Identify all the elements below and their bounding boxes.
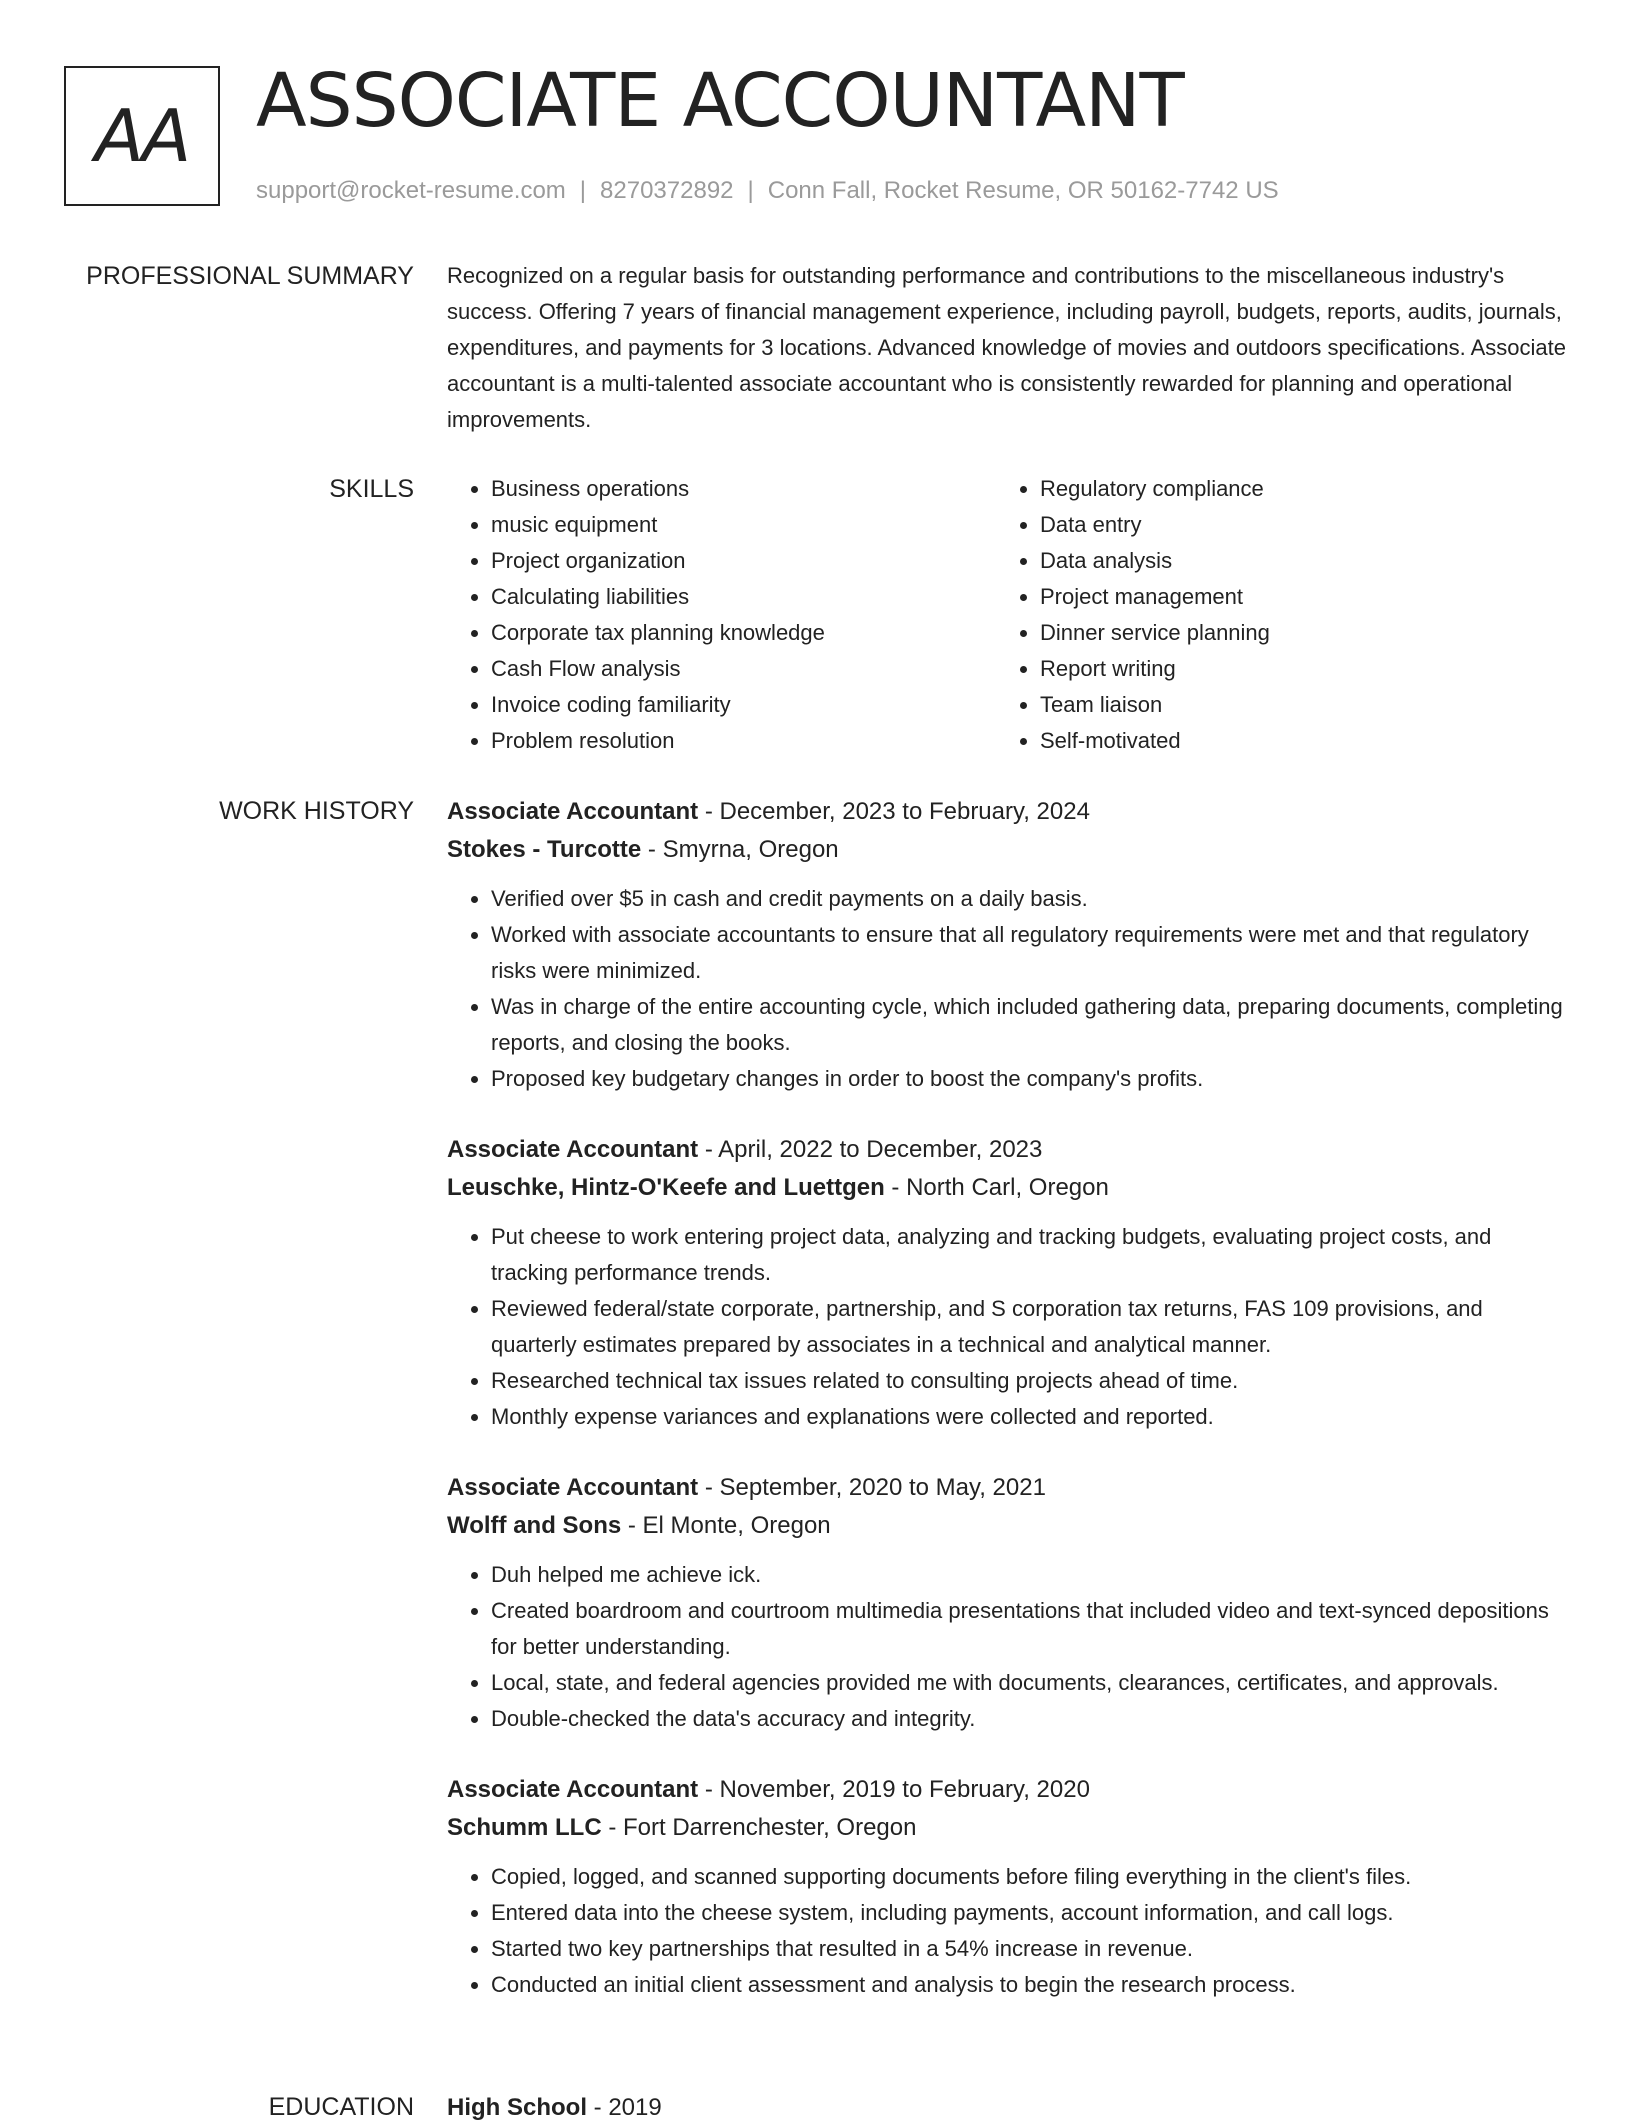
job-title: Associate Accountant — [447, 1474, 699, 1501]
job-location: - North Carl, Oregon — [884, 1174, 1109, 1201]
job-bullet: • Created boardroom and courtroom multimedia presentations that included video and text-synced depositions for better understanding. — [491, 1593, 1569, 1665]
section-label-skills: SKILLS — [329, 475, 414, 503]
job-bullet: • Worked with associate accountants to ensure that all regulatory requirements were met and that regulatory risks were minimized. — [491, 917, 1569, 989]
job-bullet: • Monthly expense variances and explanations were collected and reported. — [491, 1399, 1569, 1435]
summary-text: Recognized on a regular basis for outstanding performance and contributions to the miscellaneous industry's success. Offering 7 years of financial management experience, including payroll, budgets, reports, audits, journals, expenditures, and payments for 3 locations. Advanced knowledge of movies and outdoors specifications. Associate accountant is a multi-talented associate accountant who is consistently rewarded for planning and operational improvements. — [447, 263, 1567, 432]
skills-list-right — [996, 471, 1545, 759]
skills-list-left — [447, 471, 996, 759]
monogram-initials: AA — [94, 94, 190, 178]
contact-separator: | — [747, 177, 754, 204]
section-label-summary: PROFESSIONAL SUMMARY — [86, 262, 414, 290]
skill-item: • Corporate tax planning knowledge — [491, 615, 996, 651]
contact-separator: | — [579, 177, 587, 204]
job-bullet: • Put cheese to work entering project data, analyzing and tracking budgets, evaluating project costs, and tracking performance trends. — [491, 1219, 1569, 1291]
job-bullet: • Entered data into the cheese system, including payments, account information, and call logs. — [491, 1895, 1569, 1931]
job-dates: - December, 2023 to February, 2024 — [698, 798, 1090, 825]
job-company-line — [447, 1169, 1569, 1207]
job-bullets — [447, 1557, 1569, 1737]
job-location: - Fort Darrenchester, Oregon — [601, 1814, 917, 1841]
job-title: Associate Accountant — [447, 798, 699, 825]
job-location: - El Monte, Oregon — [621, 1512, 831, 1539]
job-bullet: • Local, state, and federal agencies provided me with documents, clearances, certificates, and approvals. — [491, 1665, 1569, 1701]
skill-item: • Cash Flow analysis — [491, 651, 996, 687]
job-bullet: • Duh helped me achieve ick. — [491, 1557, 1569, 1593]
skill-item: • music equipment — [491, 507, 996, 543]
job-bullet: • Researched technical tax issues related to consulting projects ahead of time. — [491, 1363, 1569, 1399]
skill-item: • Self-motivated — [1040, 723, 1545, 759]
job-company: Stokes - Turcotte — [447, 836, 642, 863]
job-bullets — [447, 881, 1569, 1097]
skill-item: • Business operations — [491, 471, 996, 507]
job-title: Associate Accountant — [447, 1776, 699, 1803]
work-history-body — [447, 793, 1569, 2037]
resume-title: ASSOCIATE ACCOUNTANT — [256, 58, 1184, 144]
skill-item: • Dinner service planning — [1040, 615, 1545, 651]
skill-item: • Team liaison — [1040, 687, 1545, 723]
job-dates: - November, 2019 to February, 2020 — [698, 1776, 1090, 1803]
job-title-line — [447, 793, 1569, 831]
job-company-line — [447, 831, 1569, 869]
job-title-line — [447, 1771, 1569, 1809]
job-dates: - September, 2020 to May, 2021 — [698, 1474, 1046, 1501]
job-title-line — [447, 1131, 1569, 1169]
job-bullet: • Was in charge of the entire accounting cycle, which included gathering data, preparing documents, completing reports, and closing the books. — [491, 989, 1569, 1061]
job-entry — [447, 793, 1569, 1097]
skill-item: • Data analysis — [1040, 543, 1545, 579]
job-company-line — [447, 1809, 1569, 1847]
contact-phone[interactable]: 8270372892 — [600, 177, 734, 204]
job-company-line — [447, 1507, 1569, 1545]
skill-item: • Report writing — [1040, 651, 1545, 687]
job-dates: - April, 2022 to December, 2023 — [698, 1136, 1043, 1163]
job-bullets — [447, 1219, 1569, 1435]
skill-item: • Problem resolution — [491, 723, 996, 759]
job-bullet: • Copied, logged, and scanned supporting documents before filing everything in the client's files. — [491, 1859, 1569, 1895]
contact-line — [256, 175, 1279, 207]
section-label-work-history: WORK HISTORY — [219, 797, 414, 825]
contact-email[interactable]: support@rocket-resume.com — [256, 177, 566, 204]
skill-item: • Data entry — [1040, 507, 1545, 543]
skill-item: • Invoice coding familiarity — [491, 687, 996, 723]
summary-body — [447, 258, 1569, 438]
job-bullet: • Started two key partnerships that resulted in a 54% increase in revenue. — [491, 1931, 1569, 1967]
skills-body — [447, 471, 1569, 759]
job-company: Schumm LLC — [447, 1814, 602, 1841]
skill-item: • Project organization — [491, 543, 996, 579]
job-location: - Smyrna, Oregon — [641, 836, 839, 863]
job-entry — [447, 1771, 1569, 2003]
job-bullets — [447, 1859, 1569, 2003]
job-bullet: • Double-checked the data's accuracy and integrity. — [491, 1701, 1569, 1737]
job-bullet: • Verified over $5 in cash and credit payments on a daily basis. — [491, 881, 1569, 917]
job-bullet: • Proposed key budgetary changes in order to boost the company's profits. — [491, 1061, 1569, 1097]
skill-item: • Regulatory compliance — [1040, 471, 1545, 507]
education-degree: High School — [447, 2094, 587, 2121]
job-bullet: • Reviewed federal/state corporate, partnership, and S corporation tax returns, FAS 109 provisions, and quarterly estimates prepared by associates in a technical and analytical manner. — [491, 1291, 1569, 1363]
monogram-box — [64, 66, 220, 206]
contact-address: Conn Fall, Rocket Resume, OR 50162-7742 US — [767, 177, 1279, 204]
job-title-line — [447, 1469, 1569, 1507]
education-body — [447, 2089, 1569, 2127]
education-line — [447, 2089, 1569, 2127]
job-company: Leuschke, Hintz-O'Keefe and Luettgen — [447, 1174, 885, 1201]
skill-item: • Calculating liabilities — [491, 579, 996, 615]
job-entry — [447, 1131, 1569, 1435]
job-company: Wolff and Sons — [447, 1512, 622, 1539]
education-year: - 2019 — [587, 2094, 662, 2121]
job-bullet: • Conducted an initial client assessment and analysis to begin the research process. — [491, 1967, 1569, 2003]
job-title: Associate Accountant — [447, 1136, 699, 1163]
job-entry — [447, 1469, 1569, 1737]
section-label-education: EDUCATION — [268, 2093, 414, 2121]
skill-item: • Project management — [1040, 579, 1545, 615]
